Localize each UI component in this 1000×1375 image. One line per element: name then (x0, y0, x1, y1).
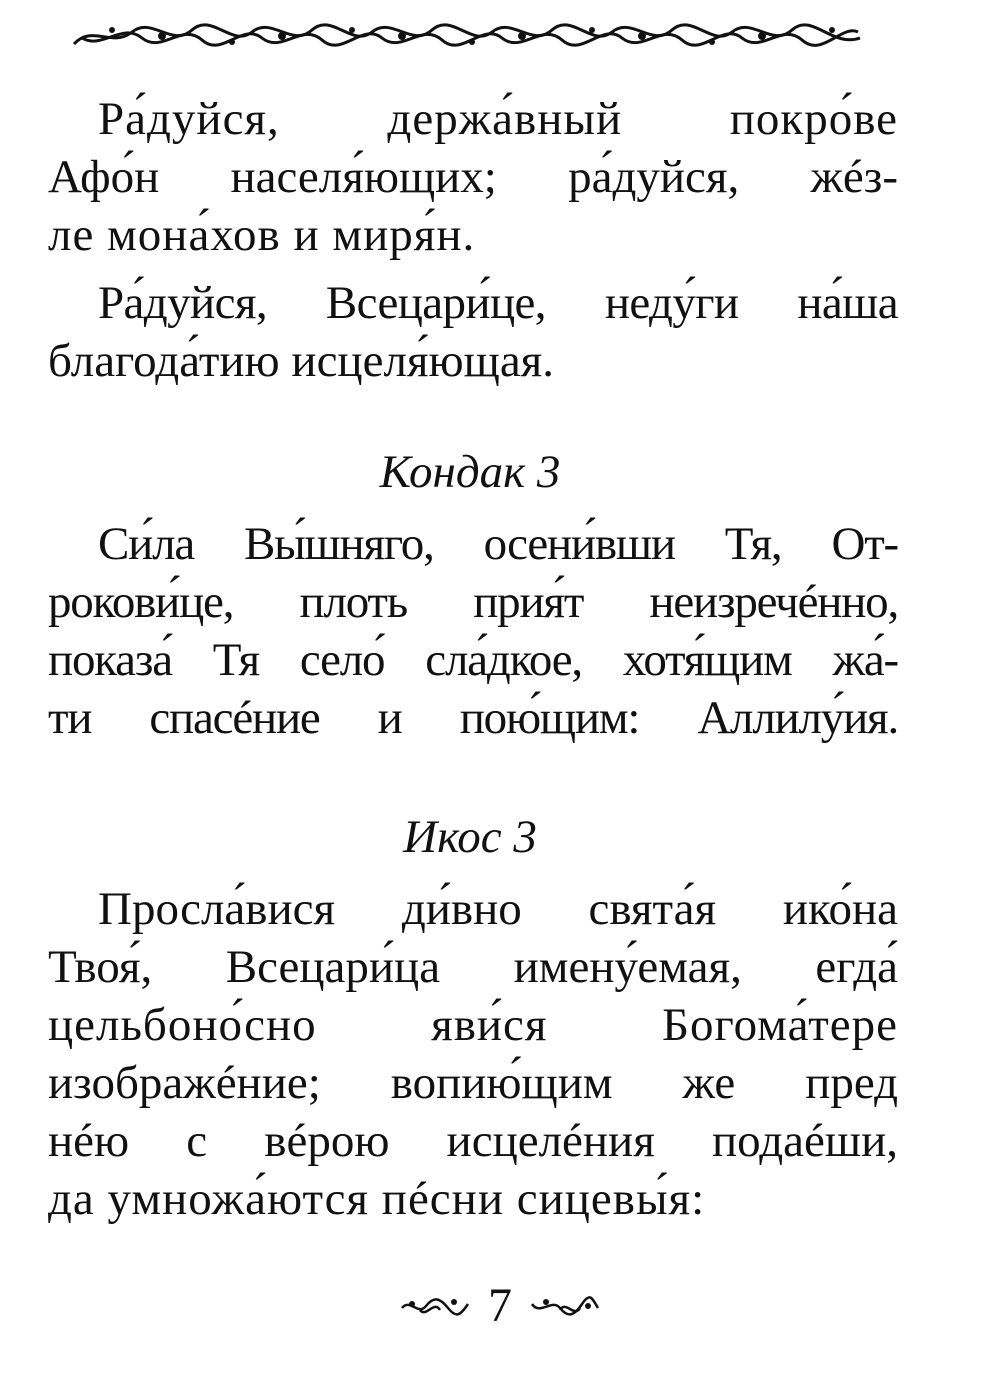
text-line: Афо́н населя́ющих; ра́дуйся, жéз- (48, 151, 898, 203)
text-line: Просла́вися ди́вно свята́я ико́на (98, 883, 898, 935)
decorative-border-icon (72, 18, 862, 52)
text-line: Твоя́, Всецари́ца имену́емая, егда́ (48, 941, 898, 993)
right-flourish-icon (530, 1294, 600, 1318)
text-line: нéю с вéрою исцелéния подаéши, (48, 1115, 898, 1167)
text-line: Ра́дуйся, держа́вный покро́ве (98, 93, 898, 145)
text-line: изображéние; вопию́щим же пред (48, 1057, 898, 1109)
page-footer (0, 1278, 1000, 1334)
text-line: цельбоно́сно яви́ся Богома́тере (48, 999, 898, 1051)
text-line: Ра́дуйся, Всецари́це, неду́ги на́ша (98, 277, 898, 329)
text-line: благода́тию исцеля́ющая. (48, 335, 555, 387)
text-line: ти спасéние и пою́щим: Аллилу́ия. (48, 692, 898, 744)
text-line: рокови́це, плоть прия́т неизречéнно, (48, 576, 898, 628)
kondak-text (48, 515, 898, 747)
text-line: Си́ла Вы́шняго, осени́вши Тя, От- (98, 518, 898, 570)
heading-ikos: Икос 3 (403, 811, 537, 863)
paragraph-gap (48, 264, 898, 274)
heading-kondak: Кондак 3 (379, 446, 561, 498)
page-number: 7 (488, 1279, 512, 1332)
ikos-text (48, 880, 898, 1228)
prayer-text-top (48, 90, 898, 390)
left-flourish-icon (400, 1294, 470, 1318)
text-line: ле мона́хов и миря́н. (48, 209, 476, 261)
text-line: да умножа́ются пéсни сицевы́я: (48, 1173, 706, 1225)
text-line: показа́ Тя село́ сла́дкое, хотя́щим жа́- (48, 634, 898, 686)
